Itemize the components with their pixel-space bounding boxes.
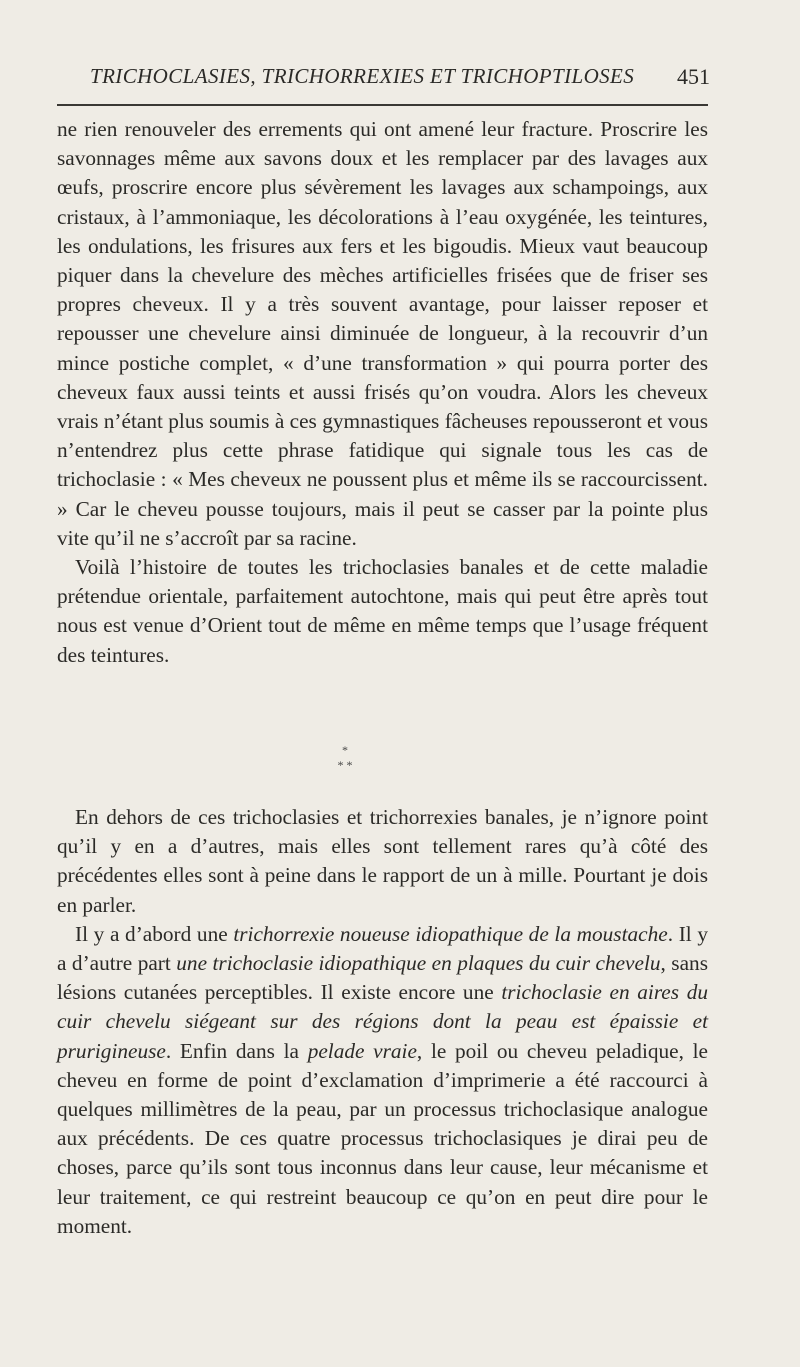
paragraph: En dehors de ces trichoclasies et trichorrexies banales, je n’ignore point qu’il y en a d’autres, mais elles sont tellement rares qu’à côté des précédentes elles sont à peine dans le rapport de un à mille. Pourtant je dois en parler.	[57, 805, 708, 917]
running-title: TRICHOCLASIES, TRICHORREXIES ET TRICHOPTILOSES	[90, 64, 635, 88]
text-run: , sans lésions cutanées perceptibles. Il existe encore une	[57, 951, 708, 1005]
text-block-top	[57, 115, 708, 670]
running-header	[90, 64, 710, 94]
asterism-ornament	[320, 743, 370, 773]
italic-term: trichorrexie noueuse idiopathique de la moustache	[233, 921, 668, 946]
text-run: Il y a d’abord une	[75, 921, 234, 946]
asterism-top: *	[342, 743, 348, 757]
text-run: . Il y a d’autre part	[57, 921, 708, 976]
page-number: 451	[677, 64, 710, 89]
italic-term: trichoclasie en aires du cuir chevelu siégeant sur des régions dont la peau est épaissie et prurigineuse	[57, 980, 708, 1063]
asterism-bottom: * *	[337, 758, 353, 772]
paragraph: ne rien renouveler des errements qui ont amené leur fracture. Proscrire les savonnages même aux savons doux et les remplacer par des lavages aux œufs, proscrire encore plus sévèrement les lavages aux schampoings, aux cristaux, à l’ammoniaque, les décolorations à l’eau oxygénée, les teintures, les ondulations, les frisures aux fers et les bigoudis. Mieux vaut beaucoup piquer dans la chevelure des mèches artificielles frisées que de friser ses propres cheveux. Il y a très souvent avantage, pour laisser reposer et repousser une chevelure ainsi diminuée de longueur, à la recouvrir d’un mince postiche complet, « d’une transformation » qui pourra porter des cheveux faux aussi teints et aussi frisés qu’on voudra. Alors les cheveux vrais n’étant plus soumis à ces gymnastiques fâcheuses repousseront et vous n’entendrez plus cette phrase fatidique qui signale tous les cas de trichoclasie : « Mes cheveux ne poussent plus et même ils se raccourcissent. » Car le cheveu pousse toujours, mais il peut se casser par la pointe plus vite qu’il ne s’accroît par sa racine.	[57, 117, 708, 550]
italic-term: pelade vraie	[307, 1038, 417, 1063]
text-block-bottom	[57, 803, 708, 1241]
text-run: . Enfin dans la	[165, 1038, 308, 1063]
italic-term: une trichoclasie idiopathique en plaques du cuir chevelu	[176, 951, 661, 976]
text-run: , le poil ou cheveu peladique, le cheveu en forme de point d’exclamation d’imprimerie a été raccourci à quelques millimètres de la peau, par un processus trichoclasique analogue aux précédents. De ces quatre processus trichoclasiques je dirai peu de choses, parce qu’ils sont tous inconnus dans leur cause, leur mécanisme et leur traitement, ce qui restreint beaucoup ce qu’on en peut dire pour le moment.	[57, 1038, 708, 1238]
paragraph	[57, 920, 708, 1241]
paragraph: Voilà l’histoire de toutes les trichoclasies banales et de cette maladie prétendue orientale, parfaitement autochtone, mais qui peut être après tout nous est venue d’Orient tout de même en même temps que l’usage fréquent des teintures.	[57, 555, 708, 667]
header-rule	[57, 104, 708, 106]
